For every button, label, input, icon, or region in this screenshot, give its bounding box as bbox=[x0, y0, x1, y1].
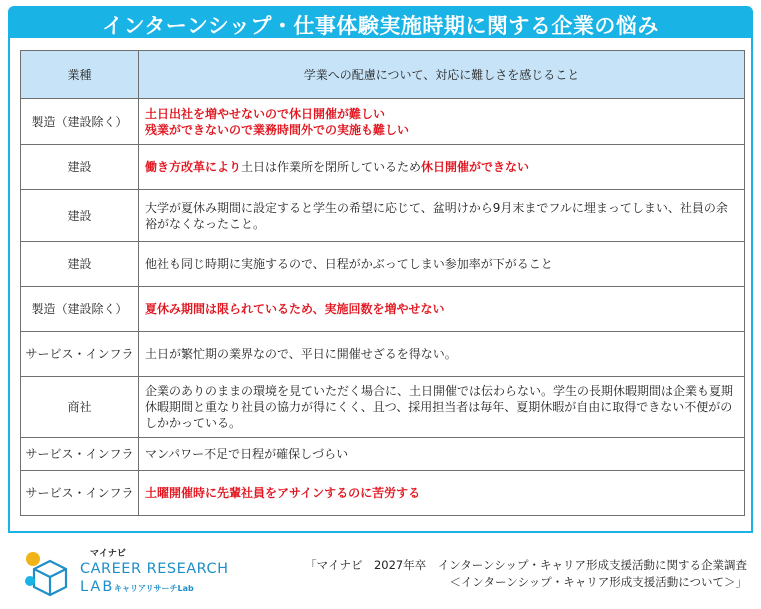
industry-cell: 商社 bbox=[21, 377, 139, 438]
difficulty-cell bbox=[139, 190, 745, 242]
source-line-1: 「マイナビ 2027年卒 インターンシップ・キャリア形成支援活動に関する企業調査 bbox=[305, 558, 747, 572]
difficulty-cell bbox=[139, 99, 745, 145]
difficulty-cell bbox=[139, 145, 745, 190]
body-text: 土日は作業所を閉所しているため bbox=[241, 160, 422, 174]
difficulty-cell bbox=[139, 471, 745, 516]
header-difficulty: 学業への配慮について、対応に難しさを感じること bbox=[139, 51, 745, 99]
logo-cube-icon bbox=[24, 547, 76, 601]
concerns-table bbox=[20, 50, 745, 516]
highlight-text: 働き方改革により bbox=[145, 160, 242, 174]
industry-cell: サービス・インフラ bbox=[21, 471, 139, 516]
highlight-text: 土日出社を増やせないので休日開催が難しい bbox=[145, 106, 386, 121]
industry-cell: サービス・インフラ bbox=[21, 438, 139, 471]
source-note bbox=[305, 557, 747, 591]
industry-cell: 製造（建設除く） bbox=[21, 287, 139, 332]
difficulty-cell bbox=[139, 438, 745, 471]
body-text: 土日が繁忙期の業界なので、平日に開催せざるを得ない。 bbox=[145, 347, 457, 361]
body-text: 大学が夏休み期間に設定すると学生の希望に応じて、盆明けから9月末までフルに埋まってしまい、社員の余裕がなくなったこと。 bbox=[145, 200, 728, 231]
table-row bbox=[21, 145, 745, 190]
logo-lab-text: LAB bbox=[80, 579, 115, 595]
table-row bbox=[21, 377, 745, 438]
table-row bbox=[21, 332, 745, 377]
logo-mynavi-text: マイナビ bbox=[90, 549, 126, 559]
highlight-text: 夏休み期間は限られているため、実施回数を増やせない bbox=[145, 302, 445, 316]
industry-cell: 建設 bbox=[21, 242, 139, 287]
table-row bbox=[21, 99, 745, 145]
industry-cell: サービス・インフラ bbox=[21, 332, 139, 377]
body-text: 他社も同じ時期に実施するので、日程がかぶってしまい参加率が下がること bbox=[145, 257, 553, 271]
highlight-text: 残業ができないので業務時間外での実施も難しい bbox=[145, 122, 410, 137]
logo-career-research-text: CAREER RESEARCH bbox=[80, 561, 229, 577]
body-text: マンパワー不足で日程が確保しづらい bbox=[145, 447, 349, 461]
page-title: インターンシップ・仕事体験実施時期に関する企業の悩み bbox=[102, 14, 659, 38]
table-row bbox=[21, 190, 745, 242]
table-row bbox=[21, 242, 745, 287]
body-text: 企業のありのままの環境を見ていただく場合に、土日開催では伝わらない。学生の長期休暇期間は企業も夏期休暇期間と重なり社員の協力が得にくく、且つ、採用担当者は毎年、夏期休暇が自由に取得できない不便がのしかかっている。 bbox=[145, 384, 734, 430]
industry-cell: 建設 bbox=[21, 145, 139, 190]
table-row bbox=[21, 287, 745, 332]
career-research-lab-logo bbox=[24, 545, 229, 601]
source-line-2: ＜インターンシップ・キャリア形成支援活動について＞」 bbox=[449, 575, 747, 589]
table-row bbox=[21, 471, 745, 516]
difficulty-cell bbox=[139, 332, 745, 377]
table-row bbox=[21, 438, 745, 471]
highlight-text: 土曜開催時に先輩社員をアサインするのに苦労する bbox=[145, 486, 421, 500]
industry-cell: 建設 bbox=[21, 190, 139, 242]
table-header-row bbox=[21, 51, 745, 99]
highlight-text: 休日開催ができない bbox=[421, 160, 530, 174]
difficulty-cell bbox=[139, 377, 745, 438]
difficulty-cell bbox=[139, 287, 745, 332]
industry-cell: 製造（建設除く） bbox=[21, 99, 139, 145]
logo-lab-subtext: キャリアリサーチLab bbox=[114, 584, 194, 593]
header-industry: 業種 bbox=[21, 51, 139, 99]
difficulty-cell bbox=[139, 242, 745, 287]
